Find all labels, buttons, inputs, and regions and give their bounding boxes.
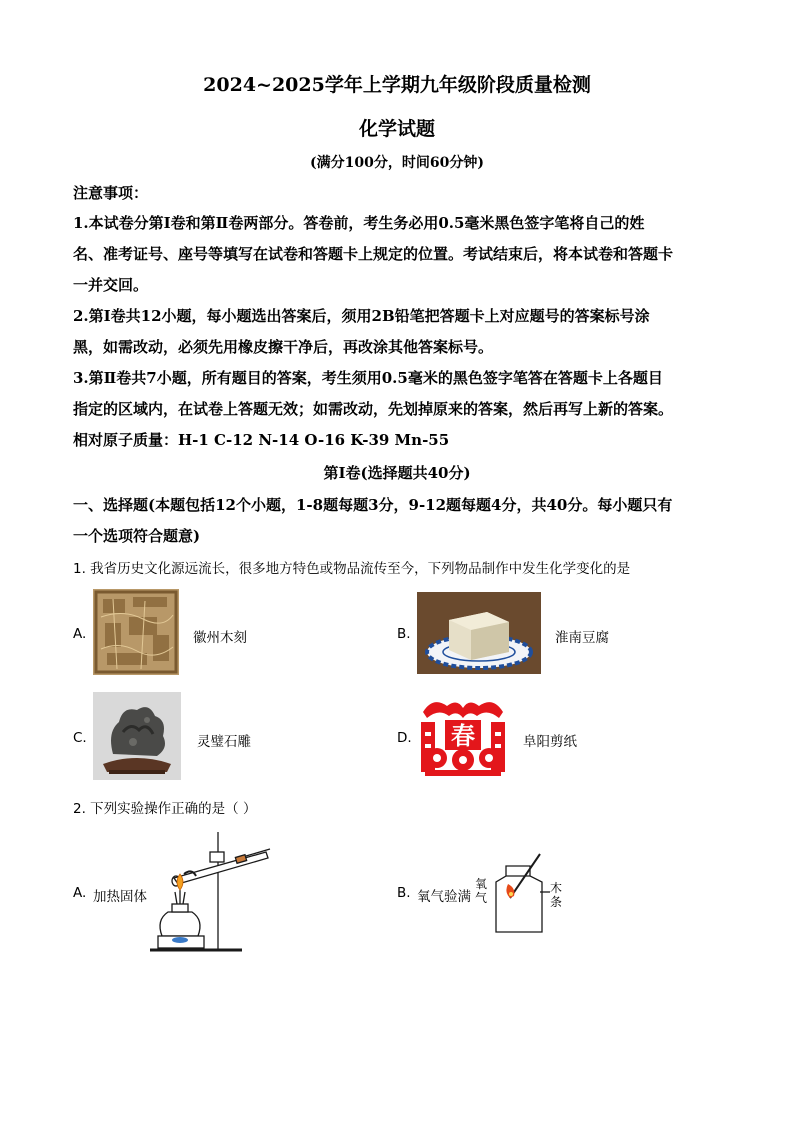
q1-option-d-text: 阜阳剪纸 [523,734,577,750]
notice-line: 1.本试卷分第Ⅰ卷和第Ⅱ卷两部分。答卷前，考生务必用0.5毫米黑色签字笔将自己的姓 [73,214,645,232]
papercut-image [417,692,509,780]
notice-line: 一并交回。 [73,276,149,294]
heating-solid-apparatus [148,828,272,956]
q1-option-d-letter: D. [397,730,412,746]
atomic-mass-line: 相对原子质量：H-1 C-12 N-14 O-16 K-39 Mn-55 [73,431,450,449]
q2-stem: 2. 下列实验操作正确的是（ ） [73,801,257,817]
label-oxygen: 氧 气 [475,877,488,905]
notice-line: 2.第Ⅰ卷共12小题，每小题选出答案后，须用2B铅笔把答题卡上对应题号的答案标号涂 [73,307,650,325]
notice-line: 黑，如需改动，必须先用橡皮擦干净后，再改涂其他答案标号。 [73,338,494,356]
woodcarving-image [93,589,179,675]
label-wood-stick: 木 条 [550,881,563,909]
stone-carving-image [93,692,181,780]
papercut-character: 春 [451,722,475,750]
notice-line: 3.第Ⅱ卷共7小题，所有题目的答案，考生须用0.5毫米的黑色签字笔答在答题卡上各题目 [73,369,663,387]
q1-stem: 1. 我省历史文化源远流长，很多地方特色或物品流传至今，下列物品制作中发生化学变化的是 [73,561,631,577]
q1-option-b-letter: B. [397,626,411,642]
q1-option-c-letter: C. [73,730,87,746]
q1-option-c-text: 灵璧石雕 [197,734,251,750]
q1-option-a-letter: A. [73,626,87,642]
q2-option-b-letter: B. [397,885,411,901]
oxygen-test-apparatus [494,852,550,934]
exam-meta: (满分100分，时间60分钟) [310,155,484,171]
subject-title: 化学试题 [358,118,435,140]
notice-line: 名、准考证号、座号等填写在试卷和答题卡上规定的位置。考试结束后，将本试卷和答题卡 [73,245,674,263]
tofu-image [417,592,541,674]
section-heading: 第Ⅰ卷(选择题共40分) [323,464,471,482]
notice-heading: 注意事项： [73,184,149,202]
q2-option-a-letter: A. [73,885,87,901]
q1-option-b-text: 淮南豆腐 [555,630,609,646]
exam-title: 2024~2025学年上学期九年级阶段质量检测 [203,74,591,96]
notice-line: 指定的区域内，在试卷上答题无效；如需改动，先划掉原来的答案，然后再写上新的答案。 [73,400,674,418]
section-intro: 一、选择题(本题包括12个小题，1-8题每题3分，9-12题每题4分，共40分。每小题只有 [73,496,673,514]
section-intro: 一个选项符合题意) [73,527,201,545]
q1-option-a-text: 徽州木刻 [193,630,247,646]
q2-option-b-text: 氧气验满 [417,889,471,905]
q2-option-a-text: 加热固体 [93,889,147,905]
